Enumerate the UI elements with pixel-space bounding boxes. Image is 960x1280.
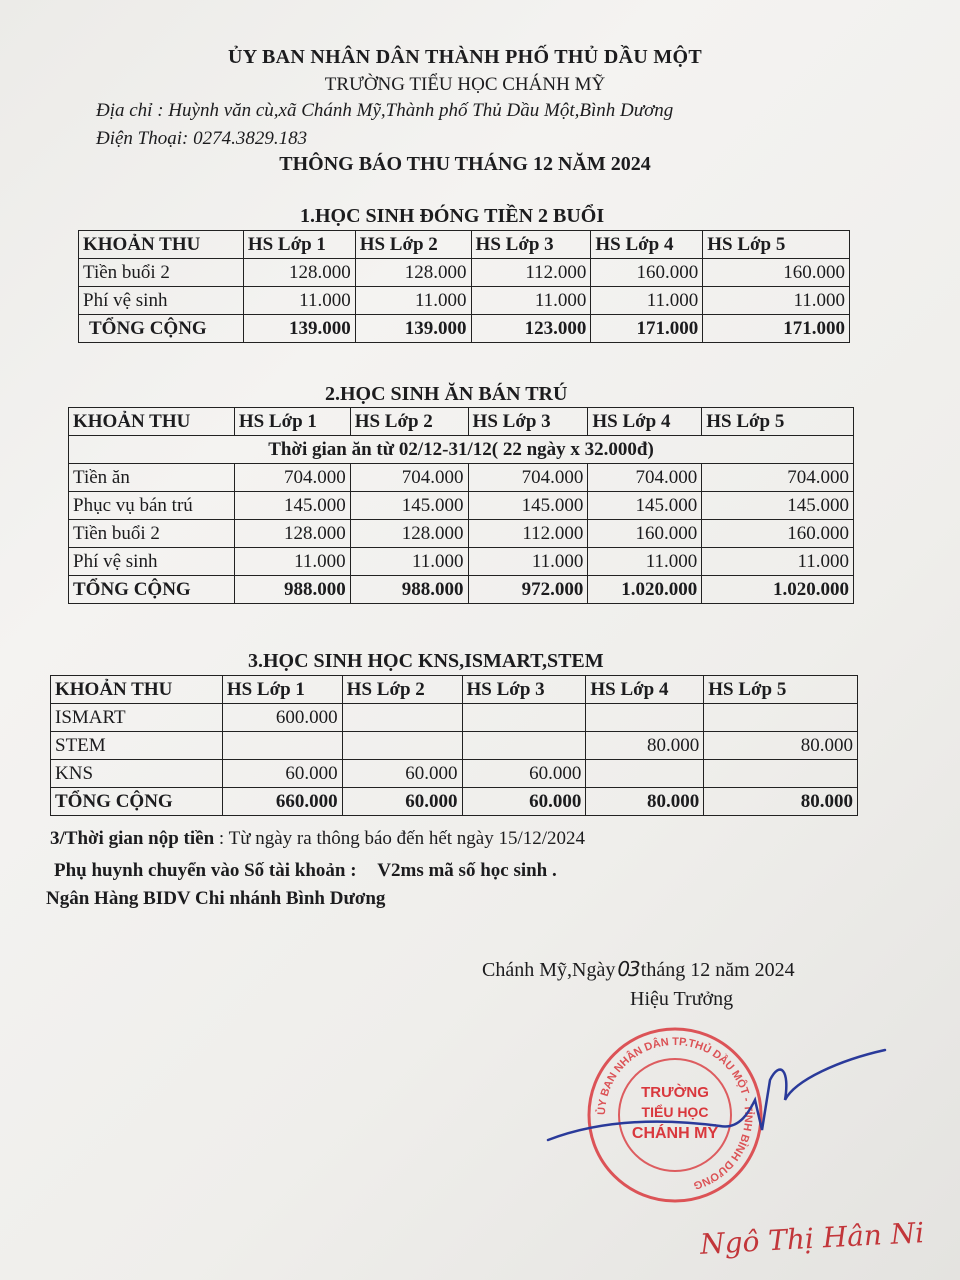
committee-heading: ỦY BAN NHÂN DÂN THÀNH PHỐ THỦ DẦU MỘT [227,46,703,68]
stamp-line1: TRƯỜNG [641,1084,709,1101]
table-row [51,732,858,760]
fee-cell: 80.000 [586,732,704,760]
fee-cell: 704.000 [588,464,702,492]
table-header-row [79,231,850,259]
total-cell: 660.000 [222,788,342,816]
fee-cell [586,760,704,788]
table-header-row [51,676,858,704]
fee-cell: 704.000 [350,464,468,492]
place-date-prefix: Chánh Mỹ,Ngày [482,959,616,981]
fee-cell: 128.000 [355,259,471,287]
total-cell: 80.000 [704,788,858,816]
notice-title: THÔNG BÁO THU THÁNG 12 NĂM 2024 [279,153,651,175]
fee-cell: 112.000 [471,259,591,287]
column-header: HS Lớp 1 [243,231,355,259]
fee-cell [342,732,462,760]
place-date-day: 03 [617,957,639,981]
fee-cell [462,732,586,760]
table-row [51,760,858,788]
fee-cell: 11.000 [591,287,703,315]
meal-period: Thời gian ăn từ 02/12-31/12( 22 ngày x 32.000đ) [69,436,854,464]
stamp-ring-text: ỦY BAN NHÂN DÂN TP.THỦ DẦU MỘT - TỈNH BÌNH DƯƠNG [595,1035,755,1192]
fee-cell: 60.000 [342,760,462,788]
fee-cell: 145.000 [588,492,702,520]
total-cell: 123.000 [471,315,591,343]
school-address: Địa chỉ : Huỳnh văn cù,xã Chánh Mỹ,Thành phố Thủ Dầu Một,Bình Dương [96,100,674,121]
fee-cell: 160.000 [591,259,703,287]
column-header: HS Lớp 4 [586,676,704,704]
total-cell: 972.000 [468,576,588,604]
total-row [79,315,850,343]
row-label: Phí vệ sinh [79,287,244,315]
column-header: HS Lớp 1 [234,408,350,436]
total-cell: 1.020.000 [702,576,854,604]
column-header: HS Lớp 2 [355,231,471,259]
column-header: HS Lớp 2 [350,408,468,436]
row-label: Tiền buổi 2 [79,259,244,287]
fee-cell: 160.000 [703,259,850,287]
payment-deadline [50,828,585,850]
row-label: Phục vụ bán trú [69,492,235,520]
fee-cell: 11.000 [702,548,854,576]
column-header: KHOẢN THU [79,231,244,259]
section2-title: 2.HỌC SINH ĂN BÁN TRÚ [325,383,568,405]
table-row [79,287,850,315]
fee-cell: 145.000 [350,492,468,520]
account-label: Phụ huynh chuyển vào Số tài khoản : [54,860,357,881]
table-row [69,548,854,576]
total-label: TỔNG CỘNG [79,315,244,343]
column-header: KHOẢN THU [69,408,235,436]
total-label: TỔNG CỘNG [69,576,235,604]
fee-cell: 145.000 [234,492,350,520]
table-row [79,259,850,287]
total-row [69,576,854,604]
column-header: HS Lớp 4 [588,408,702,436]
fee-cell: 11.000 [703,287,850,315]
stamp-line2: TIỂU HỌC [641,1104,709,1120]
fee-cell: 112.000 [468,520,588,548]
section3-table [50,675,858,816]
total-row [51,788,858,816]
fee-cell: 11.000 [243,287,355,315]
place-date-suffix: tháng 12 năm 2024 [640,959,795,981]
table-row [69,492,854,520]
fee-cell [704,704,858,732]
total-cell: 139.000 [243,315,355,343]
fee-cell: 128.000 [350,520,468,548]
column-header: HS Lớp 3 [468,408,588,436]
column-header: HS Lớp 2 [342,676,462,704]
fee-cell: 145.000 [468,492,588,520]
table-row [69,520,854,548]
total-cell: 1.020.000 [588,576,702,604]
total-cell: 60.000 [462,788,586,816]
column-header: HS Lớp 3 [471,231,591,259]
place-date [482,957,795,982]
row-label: ISMART [51,704,223,732]
total-cell: 80.000 [586,788,704,816]
school-phone: Điện Thoại: 0274.3829.183 [96,128,308,149]
fee-cell [342,704,462,732]
signature-scribble [540,1040,900,1160]
section3-title: 3.HỌC SINH HỌC KNS,ISMART,STEM [248,650,604,672]
fee-cell: 704.000 [468,464,588,492]
bank-name: Ngân Hàng BIDV Chi nhánh Bình Dương [46,888,386,909]
fee-cell: 11.000 [234,548,350,576]
column-header: HS Lớp 5 [702,408,854,436]
fee-cell: 80.000 [704,732,858,760]
section1-table [78,230,850,343]
section2-table [68,407,854,604]
signer-title: Hiệu Trưởng [630,988,734,1010]
fee-cell: 160.000 [588,520,702,548]
period-row [69,436,854,464]
fee-cell: 11.000 [350,548,468,576]
total-cell: 139.000 [355,315,471,343]
fee-cell [462,704,586,732]
column-header: KHOẢN THU [51,676,223,704]
total-cell: 171.000 [591,315,703,343]
total-cell: 988.000 [350,576,468,604]
fee-cell: 11.000 [588,548,702,576]
column-header: HS Lớp 5 [704,676,858,704]
fee-cell: 11.000 [468,548,588,576]
column-header: HS Lớp 3 [462,676,586,704]
fee-cell: 704.000 [702,464,854,492]
column-header: HS Lớp 5 [703,231,850,259]
total-cell: 60.000 [342,788,462,816]
section1-title: 1.HỌC SINH ĐÓNG TIỀN 2 BUỔI [300,205,605,227]
fee-cell: 11.000 [355,287,471,315]
total-cell: 171.000 [703,315,850,343]
stamp-line3: CHÁNH MỸ [631,1125,719,1142]
total-label: TỔNG CỘNG [51,788,223,816]
row-label: Tiền ăn [69,464,235,492]
total-cell: 988.000 [234,576,350,604]
account-value: V2ms mã số học sinh . [377,860,557,881]
table-row [69,464,854,492]
deadline-label: 3/Thời gian nộp tiền [50,828,215,849]
fee-cell: 600.000 [222,704,342,732]
fee-cell [222,732,342,760]
table-header-row [69,408,854,436]
fee-cell: 60.000 [222,760,342,788]
row-label: KNS [51,760,223,788]
signer-name: Ngô Thị Hân Ni [699,1216,925,1261]
fee-cell: 11.000 [471,287,591,315]
fee-cell: 128.000 [243,259,355,287]
column-header: HS Lớp 1 [222,676,342,704]
fee-cell: 704.000 [234,464,350,492]
fee-cell [586,704,704,732]
fee-cell: 60.000 [462,760,586,788]
row-label: Tiền buổi 2 [69,520,235,548]
school-name: TRƯỜNG TIỂU HỌC CHÁNH MỸ [324,74,606,95]
deadline-text: : Từ ngày ra thông báo đến hết ngày 15/12/2024 [214,828,586,849]
fee-cell [704,760,858,788]
fee-cell: 145.000 [702,492,854,520]
row-label: STEM [51,732,223,760]
row-label: Phí vệ sinh [69,548,235,576]
column-header: HS Lớp 4 [591,231,703,259]
account-line [54,860,557,882]
fee-cell: 128.000 [234,520,350,548]
table-row [51,704,858,732]
fee-cell: 160.000 [702,520,854,548]
